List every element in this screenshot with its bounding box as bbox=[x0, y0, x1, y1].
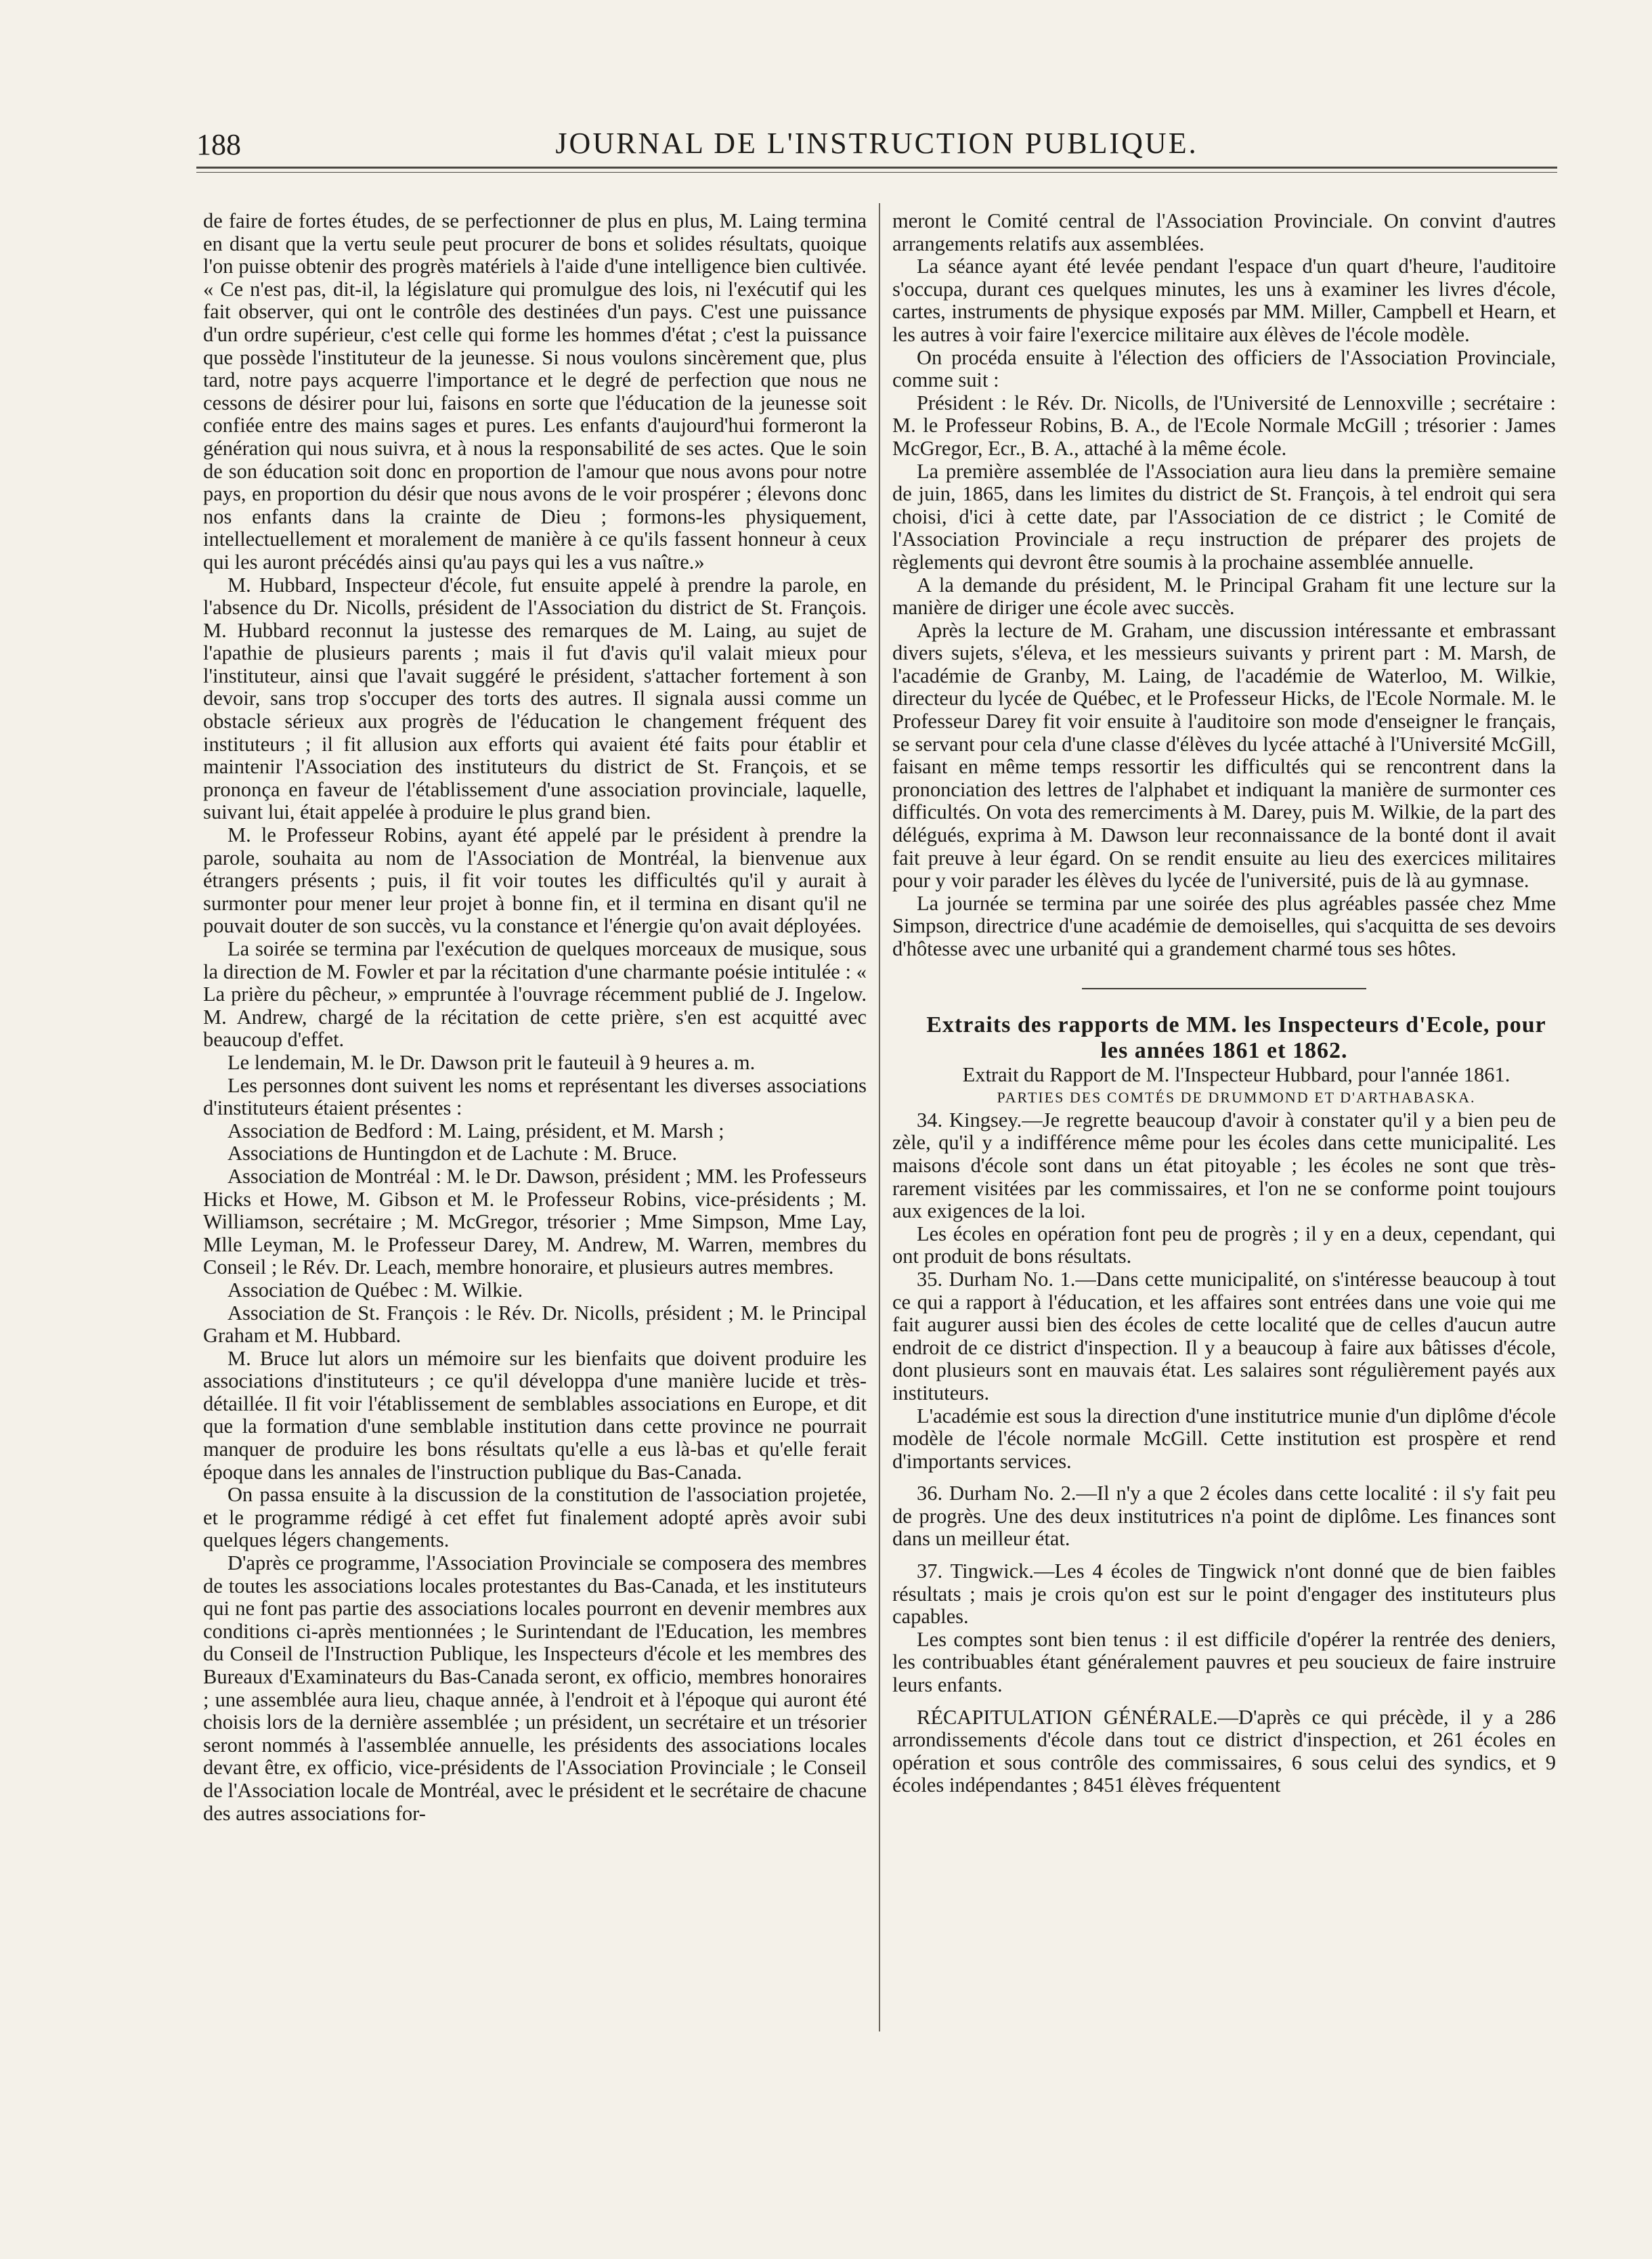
page-number: 188 bbox=[196, 128, 241, 161]
paragraph: La première assemblée de l'Association aura lieu dans la première semaine de juin, 1865, dans les limites du district de St. François, à tel endroit qui sera choisi, d'ici à cette date, par l'Association de ce district ; le Comité de l'Association Provinciale a reçu instruction de préparer des projets de règlements qui devront être soumis à la prochaine assemblée annuelle. bbox=[892, 459, 1556, 574]
association-entry: Association de St. François : le Rév. Dr. Nicolls, président ; M. le Principal Graham et M. Hubbard. bbox=[203, 1301, 867, 1348]
paragraph: M. Bruce lut alors un mémoire sur les bienfaits que doivent produire les associations d'instituteurs ; ce qu'il développa d'une manière lucide et très-détaillée. Il fit voir l'établissement de semblables associations en Europe, et dit que la formation d'une semblable institution dans cette province ne pourrait manquer de produire les bons résultats qu'elle a eus là-bas et qu'elle ferait époque dans les annales de l'instruction publique du Bas-Canada. bbox=[203, 1346, 867, 1484]
paragraph: meront le Comité central de l'Association Provinciale. On convint d'autres arrangements relatifs aux assemblées. bbox=[892, 209, 1556, 255]
section-subheading: Extrait du Rapport de M. l'Inspecteur Hubbard, pour l'année 1861. bbox=[962, 1062, 1510, 1086]
column-divider bbox=[879, 203, 880, 2031]
paragraph: M. Hubbard, Inspecteur d'école, fut ensuite appelé à prendre la parole, en l'absence du Dr. Nicolls, président de l'Association du district de St. François. M. Hubbard reconnut la justesse des remarques de M. Laing, au sujet de l'apathie de plusieurs parents ; mais il fut d'avis qu'il valait mieux pour l'instituteur, ainsi que l'avait suggéré le président, s'attacher fortement à son devoir, sans trop s'occuper des torts des autres. Il signala aussi comme un obstacle sérieux aux progrès de l'éducation le changement fréquent des instituteurs ; il fit allusion aux efforts qui avaient été faits pour établir et maintenir l'Association des instituteurs du district de St. François, et se prononça en faveur de l'établissement d'une association provinciale, laquelle, suivant lui, était appelée à produire le plus grand bien. bbox=[203, 573, 867, 824]
page-header bbox=[196, 122, 1557, 163]
association-entry: Associations de Huntingdon et de Lachute : M. Bruce. bbox=[227, 1142, 678, 1165]
association-entry: Association de Québec : M. Wilkie. bbox=[227, 1278, 523, 1301]
spacer bbox=[892, 1697, 1556, 1706]
paragraph: A la demande du président, M. le Principal Graham fit une lecture sur la manière de diriger une école avec succès. bbox=[892, 573, 1556, 620]
association-entry: Association de Bedford : M. Laing, président, et M. Marsh ; bbox=[227, 1119, 724, 1142]
paragraph: La soirée se termina par l'exécution de quelques morceaux de musique, sous la direction de M. Fowler et par la récitation d'une charmante poésie intitulée : « La prière du pêcheur, » empruntée à l'ouvrage récemment publié de J. Ingelow. M. Andrew, chargé de la récitation de cette prière, s'en est acquitté avec beaucoup d'effet. bbox=[203, 937, 867, 1052]
running-title: JOURNAL DE L'INSTRUCTION PUBLIQUE. bbox=[555, 127, 1198, 160]
report-paragraph: Les comptes sont bien tenus : il est difficile d'opérer la rentrée des deniers, les contribuables étant généralement pauvres et peu soucieux de faire instruire leurs enfants. bbox=[892, 1627, 1556, 1697]
section-title: Extraits des rapports de MM. les Inspecteurs d'Ecole, pour les années 1861 et 1862. bbox=[926, 1012, 1546, 1063]
spacer bbox=[892, 1473, 1556, 1482]
report-paragraph: 36. Durham No. 2.—Il n'y a que 2 écoles dans cette localité : il s'y fait peu de progrès. Une des deux institutrices n'a point de diplôme. Les finances sont dans un meilleur état. bbox=[892, 1482, 1556, 1551]
paragraph: M. le Professeur Robins, ayant été appelé par le président à prendre la parole, souhaita au nom de l'Association de Montréal, la bienvenue aux étrangers présents ; puis, il fit voir toutes les difficultés qu'il y aurait à surmonter pour mener leur projet à bonne fin, et il termina en disant qu'il ne pouvait douter de son succès, vu la constance et l'énergie qu'on avait déployées. bbox=[203, 823, 867, 938]
paragraph: On procéda ensuite à l'élection des officiers de l'Association Provinciale, comme suit : bbox=[892, 345, 1556, 392]
report-paragraph: RÉCAPITULATION GÉNÉRALE.—D'après ce qui précède, il y a 286 arrondissements d'école dans tout ce district d'inspection, et 261 écoles en opération et sous contrôle des commissaires, 6 sous celui des syndics, et 9 écoles indépendantes ; 8451 élèves fréquentent bbox=[892, 1705, 1556, 1797]
report-paragraph: 35. Durham No. 1.—Dans cette municipalité, on s'intéresse beaucoup à tout ce qui a rapport à l'éducation, et les affaires sont entrées dans une voie qui me fait augurer aussi bien des écoles de cette localité que de celles d'aucun autre endroit de ce district d'inspection. Il y a beaucoup à faire aux bâtisses d'école, dont plusieurs sont en mauvais état. Les salaires sont régulièrement payés aux instituteurs. bbox=[892, 1267, 1556, 1404]
paragraph: Après la lecture de M. Graham, une discussion intéressante et embrassant divers sujets, s'éleva, et les messieurs suivants y prirent part : M. Marsh, de l'académie de Granby, M. Laing, de l'académie de Waterloo, M. Wilkie, directeur du lycée de Québec, et le Professeur Hicks, de l'Ecole Normale. M. le Professeur Darey fit voir ensuite à l'auditoire son mode d'enseigner le français, se servant pour cela d'une classe d'élèves du lycée attaché à l'Université McGill, faisant en même temps ressortir les difficultés qui se rencontrent dans la prononciation des lettres de l'alphabet et indiquant la manière de surmonter ces difficultés. On vota des remerciments à M. Darey, puis M. Wilkie, de la part des délégués, exprima à M. Dawson leur reconnaissance de la bonté dont il avait fait preuve à leur égard. On se rendit ensuite au lieu des exercices militaires pour y voir parader les élèves du lycée de l'université, puis de là au gymnase. bbox=[892, 618, 1556, 892]
section-divider bbox=[1082, 988, 1366, 989]
paragraph: D'après ce programme, l'Association Provinciale se composera des membres de toutes les associations locales protestantes du Bas-Canada, et les instituteurs qui ne font pas partie des associations locales pourront en devenir membres aux conditions ci-après mentionnées ; le Surintendant de l'Education, les membres du Conseil de l'Instruction Publique, les Inspecteurs d'école et les membres des Bureaux d'Examinateurs du Bas-Canada seront, ex officio, membres honoraires ; une assemblée aura lieu, chaque année, à l'endroit et à l'époque qui auront été choisis lors de la dernière assemblée ; un président, un secrétaire et un trésorier seront nommés à l'assemblée annuelle, les présidents des associations locales devant être, ex officio, vice-présidents de l'Association Provinciale ; le Conseil de l'Association locale de Montréal, avec le président et le secrétaire de chacune des autres associations for- bbox=[203, 1551, 867, 1825]
paragraph: La séance ayant été levée pendant l'espace d'un quart d'heure, l'auditoire s'occupa, durant ces quelques minutes, les uns à examiner les livres d'école, cartes, instruments de physique exposés par MM. Miller, Campbell et Hearn, et les autres à voir faire l'exercice militaire aux élèves de l'école modèle. bbox=[892, 255, 1556, 346]
left-column bbox=[203, 210, 867, 1825]
header-rule-thick bbox=[196, 167, 1557, 169]
report-paragraph: 37. Tingwick.—Les 4 écoles de Tingwick n'ont donné que de bien faibles résultats ; mais je crois qu'on est sur le point d'engager des instituteurs plus capables. bbox=[892, 1559, 1556, 1629]
paragraph: On passa ensuite à la discussion de la constitution de l'association projetée, et le programme rédigé à cet effet fut finalement adopté après avoir subi quelques légers changements. bbox=[203, 1483, 867, 1552]
paragraph: Les personnes dont suivent les noms et représentant les diverses associations d'instituteurs étaient présentes : bbox=[203, 1073, 867, 1120]
report-paragraph: Les écoles en opération font peu de progrès ; il y en a deux, cependant, qui ont produit de bons résultats. bbox=[892, 1222, 1556, 1268]
report-paragraph: 34. Kingsey.—Je regrette beaucoup d'avoir à constater qu'il y a bien peu de zèle, qu'il y a indifférence même pour les écoles dans cette municipalité. Les maisons d'école sont dans un état pitoyable ; les écoles ne sont que très-rarement visitées par les commissaires, et l'on ne se conforme point toujours aux exigences de la loi. bbox=[892, 1108, 1556, 1223]
spacer bbox=[892, 1551, 1556, 1560]
section-subsubheading: PARTIES DES COMTÉS DE DRUMMOND ET D'ARTHABASKA. bbox=[997, 1089, 1476, 1106]
report-paragraph: L'académie est sous la direction d'une institutrice munie d'un diplôme d'école modèle de l'école normale McGill. Cette institution est prospère et rend d'importants services. bbox=[892, 1404, 1556, 1473]
right-column bbox=[892, 210, 1556, 1797]
paragraph: de faire de fortes études, de se perfectionner de plus en plus, M. Laing termina en disant que la vertu seule peut procurer de bons et solides résultats, quoique l'on puisse obtenir des progrès matériels à l'aide d'une intelligence bien cultivée. « Ce n'est pas, dit-il, la législature qui promulgue des lois, ni l'exécutif qui les fait observer, qui ont le contrôle des destinées d'un pays. C'est une puissance d'un ordre supérieur, c'est celle qui forme les hommes d'état ; c'est la puissance que possède l'instituteur de la jeunesse. Si nous voulons sincèrement que, plus tard, notre pays acquerre l'importance et le degré de perfection que nous ne cessons de désirer pour lui, faisons en sorte que l'éducation de la jeunesse soit confiée entre des mains sages et pures. Les enfants d'aujourd'hui formeront la génération qui nous suivra, et à nous la responsabilité de ses actes. Que le soin de son éducation soit donc en proportion de l'amour que nous avons pour notre pays, en proportion du désir que nous avons de le voir prospérer ; élevons donc nos enfants dans la crainte de Dieu ; formons-les physiquement, intellectuellement et moralement de manière à ce qu'ils fassent honneur à ceux qui les auront précédés ainsi qu'au pays qui les a vus naître.» bbox=[203, 209, 867, 574]
paragraph: La journée se termina par une soirée des plus agréables passée chez Mme Simpson, directrice d'une académie de demoiselles, qui s'acquitta de ses devoirs d'hôtesse avec une urbanité qui a grandement charmé tous ses hôtes. bbox=[892, 891, 1556, 960]
header-rule-thin bbox=[196, 172, 1557, 173]
paragraph: Président : le Rév. Dr. Nicolls, de l'Université de Lennoxville ; secrétaire : M. le Professeur Robins, B. A., de l'Ecole Normale McGill ; trésorier : James McGregor, Ecr., B. A., attaché à la même école. bbox=[892, 391, 1556, 460]
paragraph: Le lendemain, M. le Dr. Dawson prit le fauteuil à 9 heures a. m. bbox=[227, 1050, 756, 1074]
association-entry: Association de Montréal : M. le Dr. Dawson, président ; MM. les Professeurs Hicks et Howe, M. Gibson et M. le Professeur Robins, vice-présidents ; M. Williamson, secrétaire ; M. McGregor, trésorier ; Mme Simpson, Mme Lay, Mlle Leyman, M. le Professeur Darey, M. Andrew, M. Warren, membres du Conseil ; le Rév. Dr. Leach, membre honoraire, et plusieurs autres membres. bbox=[203, 1164, 867, 1279]
